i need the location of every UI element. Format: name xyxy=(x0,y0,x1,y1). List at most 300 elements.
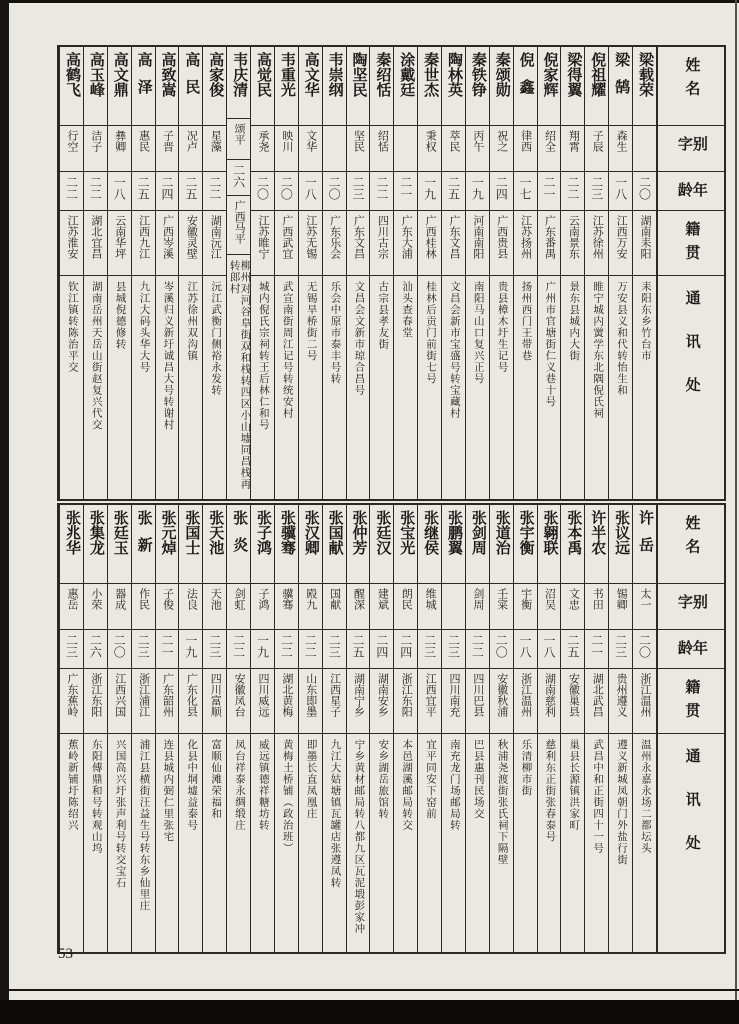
entry-name: 张兆华 xyxy=(63,510,80,555)
entry-name: 张汉卿 xyxy=(302,510,319,555)
entry-native: 江苏徐州 xyxy=(585,210,608,275)
entry-address: 万安县义和代转怡生和 xyxy=(609,275,632,499)
entry-column xyxy=(393,47,417,499)
entry-column xyxy=(178,505,202,952)
entry-age: 二一 xyxy=(156,629,179,668)
entry-native: 四川巴县 xyxy=(466,668,489,733)
entry-age: 二四 xyxy=(156,171,179,210)
entry-courtesy: 文华 xyxy=(299,125,322,171)
entry-name: 倪祖耀 xyxy=(589,52,606,97)
entry-name: 张继侯 xyxy=(422,510,439,555)
entry-name: 高泽 xyxy=(135,52,152,106)
entry-native: 浙江温州 xyxy=(633,668,656,733)
entry-age: 二〇 xyxy=(490,629,513,668)
entry-address: 柳州对河谷阜街双和栈转四区小山墟同昌栈再转郎村 xyxy=(227,254,250,499)
header-native: 籍贯 xyxy=(658,668,724,733)
entry-courtesy: 器成 xyxy=(108,583,131,629)
entry-native: 江苏无锡 xyxy=(299,210,322,275)
entry-address: 武昌中和正街四十一号 xyxy=(585,733,608,952)
entry-age: 二二 xyxy=(299,629,322,668)
entry-native: 广西岑溪 xyxy=(156,210,179,275)
entry-column xyxy=(83,505,107,952)
header-native: 籍贯 xyxy=(658,210,724,275)
entry-courtesy: 子俊 xyxy=(156,583,179,629)
entry-age: 一八 xyxy=(609,171,632,210)
entry-native: 山东即墨 xyxy=(299,668,322,733)
entry-courtesy xyxy=(442,583,465,629)
entry-age: 二〇 xyxy=(251,171,274,210)
entry-native: 云南景东 xyxy=(561,210,584,275)
entry-courtesy: 子晋 xyxy=(156,125,179,171)
entry-name: 陶坚民 xyxy=(350,52,367,97)
entry-address: 秋浦尧渡街张氏祠下隔壁 xyxy=(490,733,513,952)
entry-column xyxy=(107,505,131,952)
entry-name: 张国士 xyxy=(183,510,200,555)
entry-native: 四川威远 xyxy=(251,668,274,733)
entry-column xyxy=(274,505,298,952)
entry-column xyxy=(226,47,250,499)
entry-name: 张宇衡 xyxy=(517,510,534,555)
entry-address: 巴县惠刊民场交 xyxy=(466,733,489,952)
entry-age: 二三 xyxy=(60,629,83,668)
entry-address: 武宣南街周江记号转统安村 xyxy=(275,275,298,499)
entry-age: 一九 xyxy=(251,629,274,668)
entry-age: 二二 xyxy=(227,629,250,668)
header-address: 通讯处 xyxy=(658,275,724,499)
entry-name: 张新 xyxy=(135,510,152,564)
entry-native: 广西桂林 xyxy=(418,210,441,275)
entry-column xyxy=(393,505,417,952)
entry-name: 张廷汉 xyxy=(374,510,391,555)
header-address: 通讯处 xyxy=(658,733,724,952)
entry-name: 许半农 xyxy=(589,510,606,555)
entry-address: 蕉岭新铺圩陈绍兴 xyxy=(60,733,83,952)
entry-address: 遵义新城凤朝门外盐行街 xyxy=(609,733,632,952)
entry-age: 二四 xyxy=(370,629,393,668)
entry-column xyxy=(298,47,322,499)
entry-native: 广东文昌 xyxy=(442,210,465,275)
entry-name: 韦庆清 xyxy=(231,52,248,97)
entry-native: 湖南宁乡 xyxy=(347,668,370,733)
entry-name: 张议远 xyxy=(613,510,630,555)
entry-address: 本邑湖溪邮局转交 xyxy=(394,733,417,952)
entry-courtesy: 作民 xyxy=(132,583,155,629)
entry-courtesy: 坚民 xyxy=(347,125,370,171)
entry-native: 广西武宜 xyxy=(275,210,298,275)
entry-address: 富顺仙滩荣福和 xyxy=(203,733,226,952)
entry-age: 二三 xyxy=(203,629,226,668)
header-column xyxy=(656,47,724,499)
scan-edge-bottom-line xyxy=(0,989,739,991)
entry-courtesy: 法良 xyxy=(179,583,202,629)
entry-column xyxy=(608,47,632,499)
entry-column xyxy=(346,505,370,952)
entry-address: 贵县樟木圩生记号 xyxy=(490,275,513,499)
entry-courtesy xyxy=(394,125,417,171)
entry-age: 一八 xyxy=(538,629,561,668)
entry-column xyxy=(584,47,608,499)
entry-column xyxy=(441,47,465,499)
scan-edge-bottom xyxy=(0,1000,739,1024)
entry-age: 二〇 xyxy=(633,629,656,668)
entry-courtesy: 子辰 xyxy=(585,125,608,171)
entry-address: 江苏徐州双沟镇 xyxy=(179,275,202,499)
entry-age: 二四 xyxy=(394,629,417,668)
entry-column xyxy=(537,505,561,952)
entry-native: 湖南安乡 xyxy=(370,668,393,733)
page-number: 53 xyxy=(58,946,73,962)
entry-native: 江苏扬州 xyxy=(514,210,537,275)
entry-native: 浙江东阳 xyxy=(394,668,417,733)
scan-edge-left xyxy=(0,0,9,1024)
entry-native: 广西马平 xyxy=(227,195,250,254)
entry-native: 安徽灵壁 xyxy=(179,210,202,275)
entry-age: 二二 xyxy=(561,171,584,210)
entry-native: 广东文昌 xyxy=(347,210,370,275)
entry-courtesy: 朗民 xyxy=(394,583,417,629)
entry-column xyxy=(346,47,370,499)
entry-address: 宁乡黄材邮局转八都九区瓦泥塅彭家冲 xyxy=(347,733,370,952)
header-courtesy: 别字 xyxy=(658,583,724,629)
entry-name: 张集龙 xyxy=(87,510,104,555)
entry-column xyxy=(202,505,226,952)
entry-column xyxy=(369,505,393,952)
entry-column xyxy=(513,505,537,952)
entry-age: 二一 xyxy=(538,171,561,210)
entry-name: 张仲芳 xyxy=(350,510,367,555)
entry-column xyxy=(298,505,322,952)
entry-name: 高家俊 xyxy=(207,52,224,97)
entry-address: 慈利东正街张春泰号 xyxy=(538,733,561,952)
entry-column xyxy=(560,505,584,952)
entry-courtesy: 锡卿 xyxy=(609,583,632,629)
entry-address: 即墨长直凤凰庄 xyxy=(299,733,322,952)
entry-courtesy: 承尧 xyxy=(251,125,274,171)
entry-age: 二二 xyxy=(466,629,489,668)
entry-courtesy: 壬寀 xyxy=(490,583,513,629)
entry-address: 广州市官塘街仁义巷十号 xyxy=(538,275,561,499)
entry-name: 梁鹄 xyxy=(613,52,630,106)
entry-name: 秦世杰 xyxy=(422,52,439,97)
entry-courtesy: 秉权 xyxy=(418,125,441,171)
entry-native: 湖南慈利 xyxy=(538,668,561,733)
entry-age: 一七 xyxy=(514,171,537,210)
entry-name: 韦重光 xyxy=(278,52,295,97)
entry-native: 江西宜平 xyxy=(418,668,441,733)
entry-column xyxy=(155,505,179,952)
entry-age: 二四 xyxy=(490,171,513,210)
entry-native: 江西兴国 xyxy=(108,668,131,733)
entry-name: 涂戴廷 xyxy=(398,52,415,97)
entry-native: 湖南耒阳 xyxy=(633,210,656,275)
entry-courtesy: 惠民 xyxy=(132,125,155,171)
entry-name: 高鹤飞 xyxy=(63,52,80,97)
entry-column xyxy=(584,505,608,952)
entry-name: 秦铁铮 xyxy=(469,52,486,97)
entry-name: 张天池 xyxy=(207,510,224,555)
entry-address: 景东县城内大街 xyxy=(561,275,584,499)
entry-column xyxy=(250,47,274,499)
entry-courtesy: 萃民 xyxy=(442,125,465,171)
entry-column xyxy=(417,47,441,499)
entry-column xyxy=(513,47,537,499)
entry-courtesy xyxy=(633,125,656,171)
entry-courtesy: 森生 xyxy=(609,125,632,171)
entry-courtesy: 国献 xyxy=(323,583,346,629)
entry-address: 沅江武衡门侧裕永发转 xyxy=(203,275,226,499)
entry-name: 张本禹 xyxy=(565,510,582,555)
entry-address: 乐会中原市泰丰号转 xyxy=(323,275,346,499)
entry-courtesy: 颂平 xyxy=(227,118,250,160)
entry-courtesy: 沼吴 xyxy=(538,583,561,629)
entry-column xyxy=(59,47,83,499)
entry-address: 安乡湖岳旅馆转 xyxy=(370,733,393,952)
entry-courtesy: 祝之 xyxy=(490,125,513,171)
entry-age: 二六 xyxy=(227,159,250,194)
entry-native: 贵州遵义 xyxy=(609,668,632,733)
entry-native: 浙江浦江 xyxy=(132,668,155,733)
entry-address: 湖南岳州天岳山街赵复兴代交 xyxy=(84,275,107,499)
header-age: 年龄 xyxy=(658,171,724,210)
entry-native: 浙江东阳 xyxy=(84,668,107,733)
entry-column xyxy=(489,47,513,499)
entry-courtesy: 律西 xyxy=(514,125,537,171)
entry-native: 浙江温州 xyxy=(514,668,537,733)
entry-name: 张元焯 xyxy=(159,510,176,555)
header-age: 年龄 xyxy=(658,629,724,668)
entry-column xyxy=(155,47,179,499)
header-name: 姓名 xyxy=(683,515,700,562)
entry-column xyxy=(417,505,441,952)
entry-name: 韦崇纲 xyxy=(326,52,343,97)
entry-age: 二三 xyxy=(418,629,441,668)
entry-native: 湖南沅江 xyxy=(203,210,226,275)
entry-native: 广东大浦 xyxy=(394,210,417,275)
entry-address: 南阳马山口复兴正号 xyxy=(466,275,489,499)
entry-native: 四川富顺 xyxy=(203,668,226,733)
entry-address: 巢县长源镇洪家町 xyxy=(561,733,584,952)
entry-courtesy: 书田 xyxy=(585,583,608,629)
entry-address: 黄梅土桥铺（政治班） xyxy=(275,733,298,952)
entry-column xyxy=(131,505,155,952)
entry-address: 九江大姑塘镇瓦罐店张遵凤转 xyxy=(323,733,346,952)
entry-courtesy: 剑虹 xyxy=(227,583,250,629)
entry-address: 耒阳东乡竹台市 xyxy=(633,275,656,499)
entry-native: 江西九江 xyxy=(132,210,155,275)
entry-name: 张翱联 xyxy=(541,510,558,555)
entry-column xyxy=(202,47,226,499)
entry-column xyxy=(632,505,656,952)
entry-column xyxy=(465,47,489,499)
entry-address: 汕头查春堂 xyxy=(394,275,417,499)
entry-address: 化县中垌墟益泰号 xyxy=(179,733,202,952)
entry-name: 秦绍恬 xyxy=(374,52,391,97)
entry-native: 湖北黄梅 xyxy=(275,668,298,733)
entry-age: 一八 xyxy=(299,171,322,210)
entry-courtesy: 丙午 xyxy=(466,125,489,171)
entry-address: 城内倪氏宗祠转王后林仁和号 xyxy=(251,275,274,499)
entry-name: 张剑周 xyxy=(469,510,486,555)
entry-native: 云南华坪 xyxy=(108,210,131,275)
entry-name: 张宝光 xyxy=(398,510,415,555)
entry-address: 威远镇德祥糖坊转 xyxy=(251,733,274,952)
entry-name: 梁得翼 xyxy=(565,52,582,97)
entry-native: 江苏睢宁 xyxy=(251,210,274,275)
entry-name: 高文鼎 xyxy=(111,52,128,97)
entry-address: 文昌会文新市琼合昌号 xyxy=(347,275,370,499)
entry-age: 二三 xyxy=(347,171,370,210)
entry-address: 浦江县横街汪益生号转东乡仙里庄 xyxy=(132,733,155,952)
entry-native: 江苏淮安 xyxy=(60,210,83,275)
entry-name: 张骥骞 xyxy=(278,510,295,555)
entry-name: 张廷玉 xyxy=(111,510,128,555)
entry-courtesy: 况卢 xyxy=(179,125,202,171)
entry-address: 岑溪归义新圩诚昌大号转谢村 xyxy=(156,275,179,499)
entry-name: 梁载荣 xyxy=(636,52,653,97)
entry-address: 兴国高兴圩张声利号转交宝石 xyxy=(108,733,131,952)
entry-courtesy: 惠岳 xyxy=(60,583,83,629)
entry-column xyxy=(107,47,131,499)
entry-native: 四川南充 xyxy=(442,668,465,733)
entry-courtesy: 文忠 xyxy=(561,583,584,629)
entry-column xyxy=(465,505,489,952)
entry-courtesy: 太一 xyxy=(633,583,656,629)
entry-native: 河南南阳 xyxy=(466,210,489,275)
entry-courtesy: 天池 xyxy=(203,583,226,629)
entry-address: 东阳傅鼎和号转观山坞 xyxy=(84,733,107,952)
entry-name: 倪鑫 xyxy=(517,52,534,106)
entry-native: 广东乐会 xyxy=(323,210,346,275)
header-column xyxy=(656,505,724,952)
entry-age: 二三 xyxy=(585,171,608,210)
entry-courtesy: 子鸿 xyxy=(251,583,274,629)
entry-courtesy: 行空 xyxy=(60,125,83,171)
entry-age: 二五 xyxy=(179,171,202,210)
entry-native: 江西星子 xyxy=(323,668,346,733)
entry-address: 睢宁城内黉学东北隅倪氏祠 xyxy=(585,275,608,499)
entry-courtesy: 骥骞 xyxy=(275,583,298,629)
entry-name: 秦颂勋 xyxy=(493,52,510,97)
entry-courtesy: 绍全 xyxy=(538,125,561,171)
entry-courtesy: 翔霄 xyxy=(561,125,584,171)
entry-address: 桂林后贡门前街七号 xyxy=(418,275,441,499)
entry-age: 二二 xyxy=(275,629,298,668)
entry-name: 倪家辉 xyxy=(541,52,558,97)
entry-address: 无锡旱桥街二号 xyxy=(299,275,322,499)
entry-age: 二五 xyxy=(347,629,370,668)
entry-age: 一九 xyxy=(179,629,202,668)
entry-age: 二三 xyxy=(609,629,632,668)
directory-table-bottom xyxy=(57,503,726,954)
entry-age: 二五 xyxy=(132,171,155,210)
entry-address: 文昌会新市宝盛号转宝藏村 xyxy=(442,275,465,499)
entry-address: 南充龙门场邮局转 xyxy=(442,733,465,952)
entry-address: 九江大码头华大号 xyxy=(132,275,155,499)
entry-column xyxy=(632,47,656,499)
entry-name: 高致嵩 xyxy=(159,52,176,97)
entry-native: 四川古宗 xyxy=(370,210,393,275)
entry-age: 二三 xyxy=(132,629,155,668)
entry-age: 二五 xyxy=(442,171,465,210)
scan-edge-top xyxy=(0,0,739,3)
entry-name: 高文华 xyxy=(302,52,319,97)
entry-address: 连县城内弼仁里张宅 xyxy=(156,733,179,952)
entry-native: 安徽巢县 xyxy=(561,668,584,733)
entry-native: 广东蕉岭 xyxy=(60,668,83,733)
entry-name: 张鹏翼 xyxy=(445,510,462,555)
entry-age: 二二 xyxy=(203,171,226,210)
entry-native: 安徽秋浦 xyxy=(490,668,513,733)
entry-courtesy: 殿九 xyxy=(299,583,322,629)
header-name: 姓名 xyxy=(683,57,700,104)
entry-age: 一九 xyxy=(466,171,489,210)
scan-edge-right xyxy=(735,0,737,1024)
entry-native: 湖北武昌 xyxy=(585,668,608,733)
entry-native: 江西万安 xyxy=(609,210,632,275)
entry-age: 二六 xyxy=(84,629,107,668)
entry-column xyxy=(131,47,155,499)
entry-age: 二三 xyxy=(442,629,465,668)
entry-column xyxy=(59,505,83,952)
entry-column xyxy=(322,505,346,952)
entry-courtesy: 剑周 xyxy=(466,583,489,629)
entry-age: 二二 xyxy=(370,171,393,210)
entry-name: 张子鸿 xyxy=(254,510,271,555)
entry-column xyxy=(274,47,298,499)
entry-courtesy: 彝卿 xyxy=(108,125,131,171)
entry-name: 许岳 xyxy=(636,510,653,564)
entry-courtesy: 维城 xyxy=(418,583,441,629)
entry-name: 张道治 xyxy=(493,510,510,555)
entry-column xyxy=(489,505,513,952)
entry-age: 二五 xyxy=(561,629,584,668)
entry-courtesy xyxy=(323,125,346,171)
entry-courtesy: 宇衡 xyxy=(514,583,537,629)
entry-name: 高民 xyxy=(183,52,200,106)
entry-native: 广东番禺 xyxy=(538,210,561,275)
entry-address: 凤台祥泰永绸缎庄 xyxy=(227,733,250,952)
entry-age: 一八 xyxy=(514,629,537,668)
entry-column xyxy=(441,505,465,952)
entry-address: 乐清柳市街 xyxy=(514,733,537,952)
entry-address: 县城倪德修转 xyxy=(108,275,131,499)
entry-name: 陶林英 xyxy=(445,52,462,97)
entry-native: 安徽凤台 xyxy=(227,668,250,733)
header-courtesy: 别字 xyxy=(658,125,724,171)
entry-column xyxy=(250,505,274,952)
entry-courtesy: 洁子 xyxy=(84,125,107,171)
entry-address: 扬州西门王带巷 xyxy=(514,275,537,499)
entry-name: 张国献 xyxy=(326,510,343,555)
entry-name: 张炎 xyxy=(231,510,248,564)
entry-age: 二二 xyxy=(84,171,107,210)
entry-native: 湖北宜昌 xyxy=(84,210,107,275)
entry-column xyxy=(560,47,584,499)
entry-age: 一九 xyxy=(418,171,441,210)
entry-address: 古宗县孝友街 xyxy=(370,275,393,499)
entry-address: 宜平同安下窑前 xyxy=(418,733,441,952)
entry-age: 二〇 xyxy=(323,171,346,210)
entry-column xyxy=(608,505,632,952)
entry-column xyxy=(178,47,202,499)
entry-age: 二〇 xyxy=(633,171,656,210)
entry-native: 广东韶州 xyxy=(156,668,179,733)
entry-age: 二三 xyxy=(323,629,346,668)
entry-age: 二二 xyxy=(60,171,83,210)
entry-column xyxy=(369,47,393,499)
directory-table-top xyxy=(57,45,726,501)
entry-native: 广西贵县 xyxy=(490,210,513,275)
